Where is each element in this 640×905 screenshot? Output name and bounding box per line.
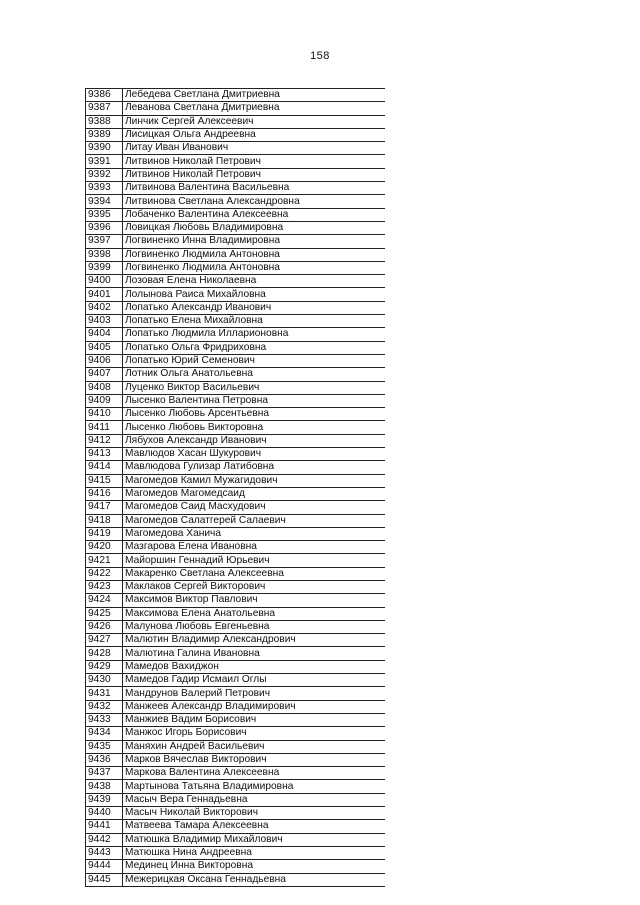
row-number-cell: 9391 [86, 155, 123, 168]
person-name-cell: Максимова Елена Анатольевна [123, 607, 386, 620]
table-row [86, 807, 386, 820]
row-number-cell: 9390 [86, 142, 123, 155]
row-number-cell: 9436 [86, 753, 123, 766]
table-row [86, 607, 386, 620]
table-row [86, 328, 386, 341]
person-name-cell: Масыч Вера Геннадьевна [123, 793, 386, 806]
person-name-cell: Лысенко Валентина Петровна [123, 394, 386, 407]
person-name-cell: Мединец Инна Викторовна [123, 860, 386, 873]
row-number-cell: 9421 [86, 554, 123, 567]
row-number-cell: 9396 [86, 221, 123, 234]
table-row [86, 208, 386, 221]
person-name-cell: Магомедов Салатгерей Салаевич [123, 514, 386, 527]
person-name-cell: Лопатько Людмила Илларионовна [123, 328, 386, 341]
table-row [86, 221, 386, 234]
row-number-cell: 9438 [86, 780, 123, 793]
table-row [86, 567, 386, 580]
row-number-cell: 9420 [86, 541, 123, 554]
row-number-cell: 9387 [86, 102, 123, 115]
table-row [86, 767, 386, 780]
row-number-cell: 9416 [86, 487, 123, 500]
person-name-cell: Малютин Владимир Александрович [123, 634, 386, 647]
person-name-cell: Лебедева Светлана Дмитриевна [123, 89, 386, 102]
person-name-cell: Маркова Валентина Алексеевна [123, 767, 386, 780]
person-name-cell: Лопатько Александр Иванович [123, 301, 386, 314]
row-number-cell: 9389 [86, 128, 123, 141]
table-row [86, 780, 386, 793]
row-number-cell: 9428 [86, 647, 123, 660]
person-name-cell: Мартынова Татьяна Владимировна [123, 780, 386, 793]
row-number-cell: 9437 [86, 767, 123, 780]
table-row [86, 700, 386, 713]
person-name-cell: Масыч Николай Викторович [123, 807, 386, 820]
table-row [86, 421, 386, 434]
table-row [86, 142, 386, 155]
person-name-cell: Лобаченко Валентина Алексеевна [123, 208, 386, 221]
person-name-cell: Мавлюдова Гулизар Латибовна [123, 461, 386, 474]
row-number-cell: 9444 [86, 860, 123, 873]
row-number-cell: 9434 [86, 727, 123, 740]
person-name-cell: Магомедова Ханича [123, 527, 386, 540]
person-name-cell: Ловицкая Любовь Владимировна [123, 221, 386, 234]
table-row [86, 461, 386, 474]
row-number-cell: 9405 [86, 341, 123, 354]
table-row [86, 727, 386, 740]
table-row [86, 301, 386, 314]
table-row [86, 434, 386, 447]
person-name-cell: Леванова Светлана Дмитриевна [123, 102, 386, 115]
row-number-cell: 9412 [86, 434, 123, 447]
person-name-cell: Лопатько Ольга Фридриховна [123, 341, 386, 354]
row-number-cell: 9392 [86, 168, 123, 181]
person-name-cell: Матюшка Нина Андреевна [123, 846, 386, 859]
row-number-cell: 9445 [86, 873, 123, 886]
table-row [86, 594, 386, 607]
person-name-cell: Матвеева Тамара Алексеевна [123, 820, 386, 833]
row-number-cell: 9402 [86, 301, 123, 314]
row-number-cell: 9419 [86, 527, 123, 540]
person-name-cell: Лысенко Любовь Арсентьевна [123, 408, 386, 421]
person-name-cell: Мавлюдов Хасан Шукурович [123, 448, 386, 461]
row-number-cell: 9439 [86, 793, 123, 806]
row-number-cell: 9433 [86, 713, 123, 726]
table-row [86, 381, 386, 394]
row-number-cell: 9441 [86, 820, 123, 833]
table-row [86, 554, 386, 567]
table-row [86, 195, 386, 208]
roster-table-body [86, 89, 386, 887]
row-number-cell: 9404 [86, 328, 123, 341]
table-row [86, 248, 386, 261]
table-row [86, 288, 386, 301]
row-number-cell: 9435 [86, 740, 123, 753]
table-row [86, 647, 386, 660]
row-number-cell: 9409 [86, 394, 123, 407]
person-name-cell: Малютина Галина Ивановна [123, 647, 386, 660]
table-row [86, 261, 386, 274]
table-row [86, 833, 386, 846]
person-name-cell: Литвинов Николай Петрович [123, 168, 386, 181]
person-name-cell: Логвиненко Людмила Антоновна [123, 248, 386, 261]
person-name-cell: Манжос Игорь Борисович [123, 727, 386, 740]
table-row [86, 115, 386, 128]
row-number-cell: 9411 [86, 421, 123, 434]
person-name-cell: Мамедов Гадир Исмаил Оглы [123, 674, 386, 687]
table-row [86, 514, 386, 527]
table-row [86, 860, 386, 873]
table-row [86, 155, 386, 168]
table-row [86, 394, 386, 407]
row-number-cell: 9413 [86, 448, 123, 461]
table-row [86, 846, 386, 859]
table-row [86, 89, 386, 102]
row-number-cell: 9431 [86, 687, 123, 700]
row-number-cell: 9406 [86, 354, 123, 367]
row-number-cell: 9418 [86, 514, 123, 527]
person-name-cell: Лолынова Раиса Михайловна [123, 288, 386, 301]
person-name-cell: Маняхин Андрей Васильевич [123, 740, 386, 753]
person-name-cell: Литвинова Валентина Васильевна [123, 182, 386, 195]
person-name-cell: Логвиненко Инна Владимировна [123, 235, 386, 248]
table-row [86, 820, 386, 833]
row-number-cell: 9388 [86, 115, 123, 128]
row-number-cell: 9429 [86, 660, 123, 673]
person-name-cell: Маклаков Сергей Викторович [123, 580, 386, 593]
page-number: 158 [310, 50, 330, 62]
roster-table [85, 88, 385, 887]
table-row [86, 527, 386, 540]
person-name-cell: Матюшка Владимир Михайлович [123, 833, 386, 846]
person-name-cell: Максимов Виктор Павлович [123, 594, 386, 607]
person-name-cell: Луценко Виктор Васильевич [123, 381, 386, 394]
row-number-cell: 9393 [86, 182, 123, 195]
row-number-cell: 9426 [86, 620, 123, 633]
table-row [86, 275, 386, 288]
person-name-cell: Лябухов Александр Иванович [123, 434, 386, 447]
table-row [86, 687, 386, 700]
person-name-cell: Логвиненко Людмила Антоновна [123, 261, 386, 274]
table-row [86, 102, 386, 115]
person-name-cell: Межерицкая Оксана Геннадьевна [123, 873, 386, 886]
table-row [86, 448, 386, 461]
table-row [86, 740, 386, 753]
person-name-cell: Магомедов Камил Мужагидович [123, 474, 386, 487]
table-row [86, 408, 386, 421]
person-name-cell: Мандрунов Валерий Петрович [123, 687, 386, 700]
person-name-cell: Лопатько Елена Михайловна [123, 315, 386, 328]
table-row [86, 341, 386, 354]
person-name-cell: Малунова Любовь Евгеньевна [123, 620, 386, 633]
row-number-cell: 9423 [86, 580, 123, 593]
row-number-cell: 9424 [86, 594, 123, 607]
row-number-cell: 9386 [86, 89, 123, 102]
table-row [86, 168, 386, 181]
table-row [86, 315, 386, 328]
person-name-cell: Майоршин Геннадий Юрьевич [123, 554, 386, 567]
table-row [86, 354, 386, 367]
row-number-cell: 9432 [86, 700, 123, 713]
table-row [86, 660, 386, 673]
table-row [86, 873, 386, 886]
table-row [86, 634, 386, 647]
person-name-cell: Лысенко Любовь Викторовна [123, 421, 386, 434]
row-number-cell: 9408 [86, 381, 123, 394]
row-number-cell: 9415 [86, 474, 123, 487]
row-number-cell: 9397 [86, 235, 123, 248]
row-number-cell: 9425 [86, 607, 123, 620]
table-row [86, 474, 386, 487]
row-number-cell: 9410 [86, 408, 123, 421]
table-row [86, 713, 386, 726]
person-name-cell: Литвинов Николай Петрович [123, 155, 386, 168]
person-name-cell: Магомедов Саид Масхудович [123, 501, 386, 514]
row-number-cell: 9407 [86, 368, 123, 381]
row-number-cell: 9422 [86, 567, 123, 580]
person-name-cell: Линчик Сергей Алексеевич [123, 115, 386, 128]
row-number-cell: 9395 [86, 208, 123, 221]
person-name-cell: Макаренко Светлана Алексеевна [123, 567, 386, 580]
table-row [86, 501, 386, 514]
person-name-cell: Лозовая Елена Николаевна [123, 275, 386, 288]
person-name-cell: Мамедов Вахиджон [123, 660, 386, 673]
person-name-cell: Лопатько Юрий Семенович [123, 354, 386, 367]
row-number-cell: 9403 [86, 315, 123, 328]
table-row [86, 793, 386, 806]
table-row [86, 580, 386, 593]
person-name-cell: Манжиев Вадим Борисович [123, 713, 386, 726]
row-number-cell: 9443 [86, 846, 123, 859]
table-row [86, 674, 386, 687]
person-name-cell: Литау Иван Иванович [123, 142, 386, 155]
table-row [86, 235, 386, 248]
table-row [86, 541, 386, 554]
table-row [86, 182, 386, 195]
person-name-cell: Лисицкая Ольга Андреевна [123, 128, 386, 141]
row-number-cell: 9417 [86, 501, 123, 514]
row-number-cell: 9399 [86, 261, 123, 274]
person-name-cell: Лотник Ольга Анатольевна [123, 368, 386, 381]
row-number-cell: 9427 [86, 634, 123, 647]
row-number-cell: 9442 [86, 833, 123, 846]
row-number-cell: 9440 [86, 807, 123, 820]
table-row [86, 487, 386, 500]
person-name-cell: Магомедов Магомедсаид [123, 487, 386, 500]
row-number-cell: 9414 [86, 461, 123, 474]
table-row [86, 368, 386, 381]
table-row [86, 128, 386, 141]
row-number-cell: 9398 [86, 248, 123, 261]
person-name-cell: Марков Вячеслав Викторович [123, 753, 386, 766]
person-name-cell: Литвинова Светлана Александровна [123, 195, 386, 208]
table-row [86, 620, 386, 633]
row-number-cell: 9430 [86, 674, 123, 687]
row-number-cell: 9400 [86, 275, 123, 288]
row-number-cell: 9401 [86, 288, 123, 301]
person-name-cell: Манжеев Александр Владимирович [123, 700, 386, 713]
table-row [86, 753, 386, 766]
person-name-cell: Мазгарова Елена Ивановна [123, 541, 386, 554]
row-number-cell: 9394 [86, 195, 123, 208]
